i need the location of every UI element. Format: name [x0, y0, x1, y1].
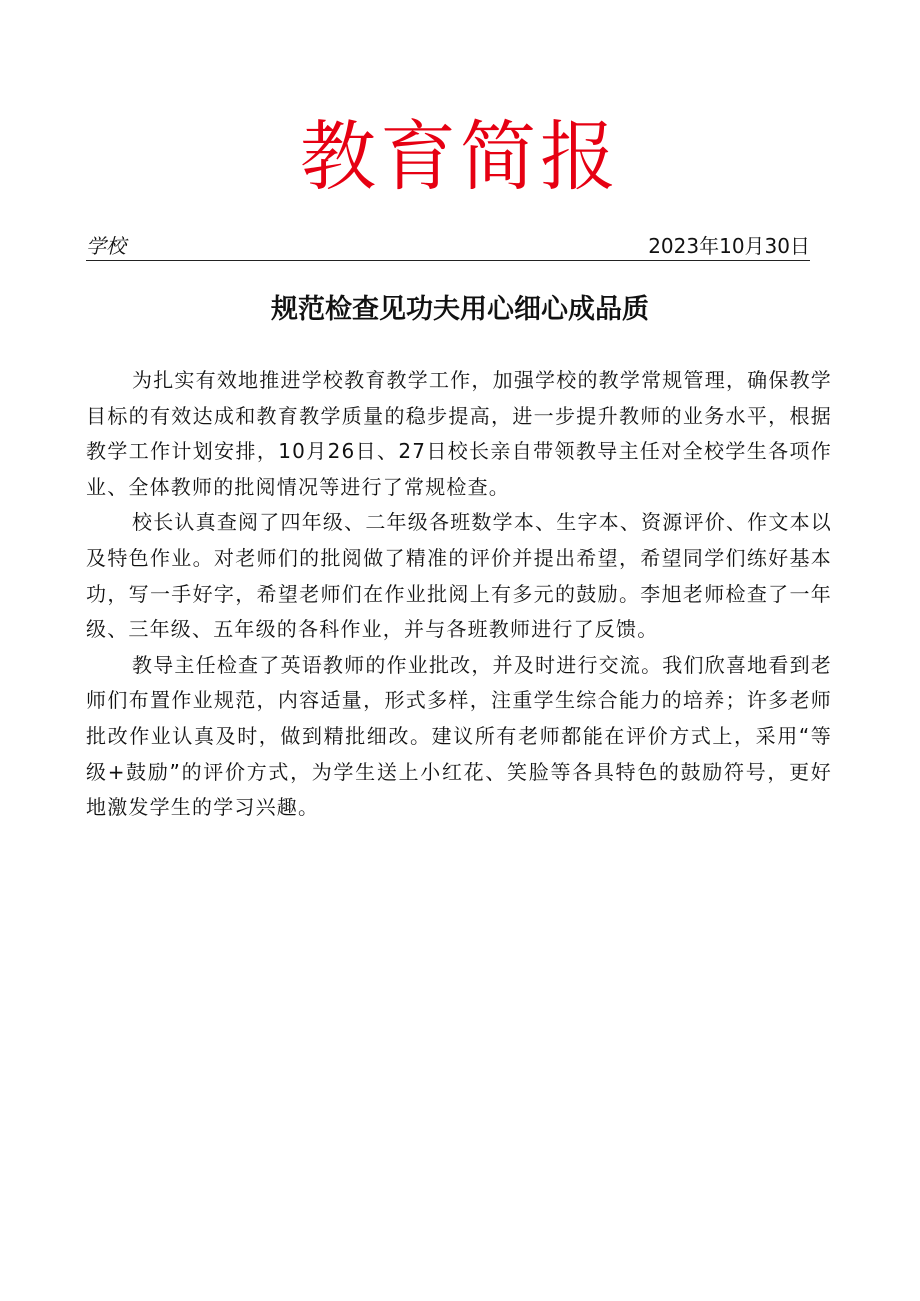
school-label: 学校	[86, 234, 126, 258]
article-headline: 规范检查见功夫用心细心成品质	[271, 294, 649, 325]
masthead-title: 教育简报	[300, 112, 620, 201]
article-paragraph: 为扎实有效地推进学校教育教学工作，加强学校的教学常规管理，确保教学目标的有效达成和教育教学质量的稳步提高，进一步提升教师的业务水平，根据教学工作计划安排，10月26日、27日校长亲自带领教导主任对全校学生各项作业、全体教师的批阅情况等进行了常规检查。	[86, 368, 832, 499]
article-paragraph: 教导主任检查了英语教师的作业批改，并及时进行交流。我们欣喜地看到老师们布置作业规范，内容适量，形式多样，注重学生综合能力的培养；许多老师批改作业认真及时，做到精批细改。建议所有老师都能在评价方式上，采用“等级+鼓励”的评价方式，为学生送上小红花、笑脸等各具特色的鼓励符号，更好地激发学生的学习兴趣。	[86, 652, 832, 820]
article-body	[86, 363, 832, 826]
issue-date: 2023年10月30日	[648, 234, 810, 258]
info-row	[86, 232, 810, 261]
article-paragraph: 校长认真查阅了四年级、二年级各班数学本、生字本、资源评价、作文本以及特色作业。对老师们的批阅做了精准的评价并提出希望，希望同学们练好基本功，写一手好字，希望老师们在作业批阅上有多元的鼓励。李旭老师检查了一年级、三年级、五年级的各科作业，并与各班教师进行了反馈。	[86, 510, 832, 642]
